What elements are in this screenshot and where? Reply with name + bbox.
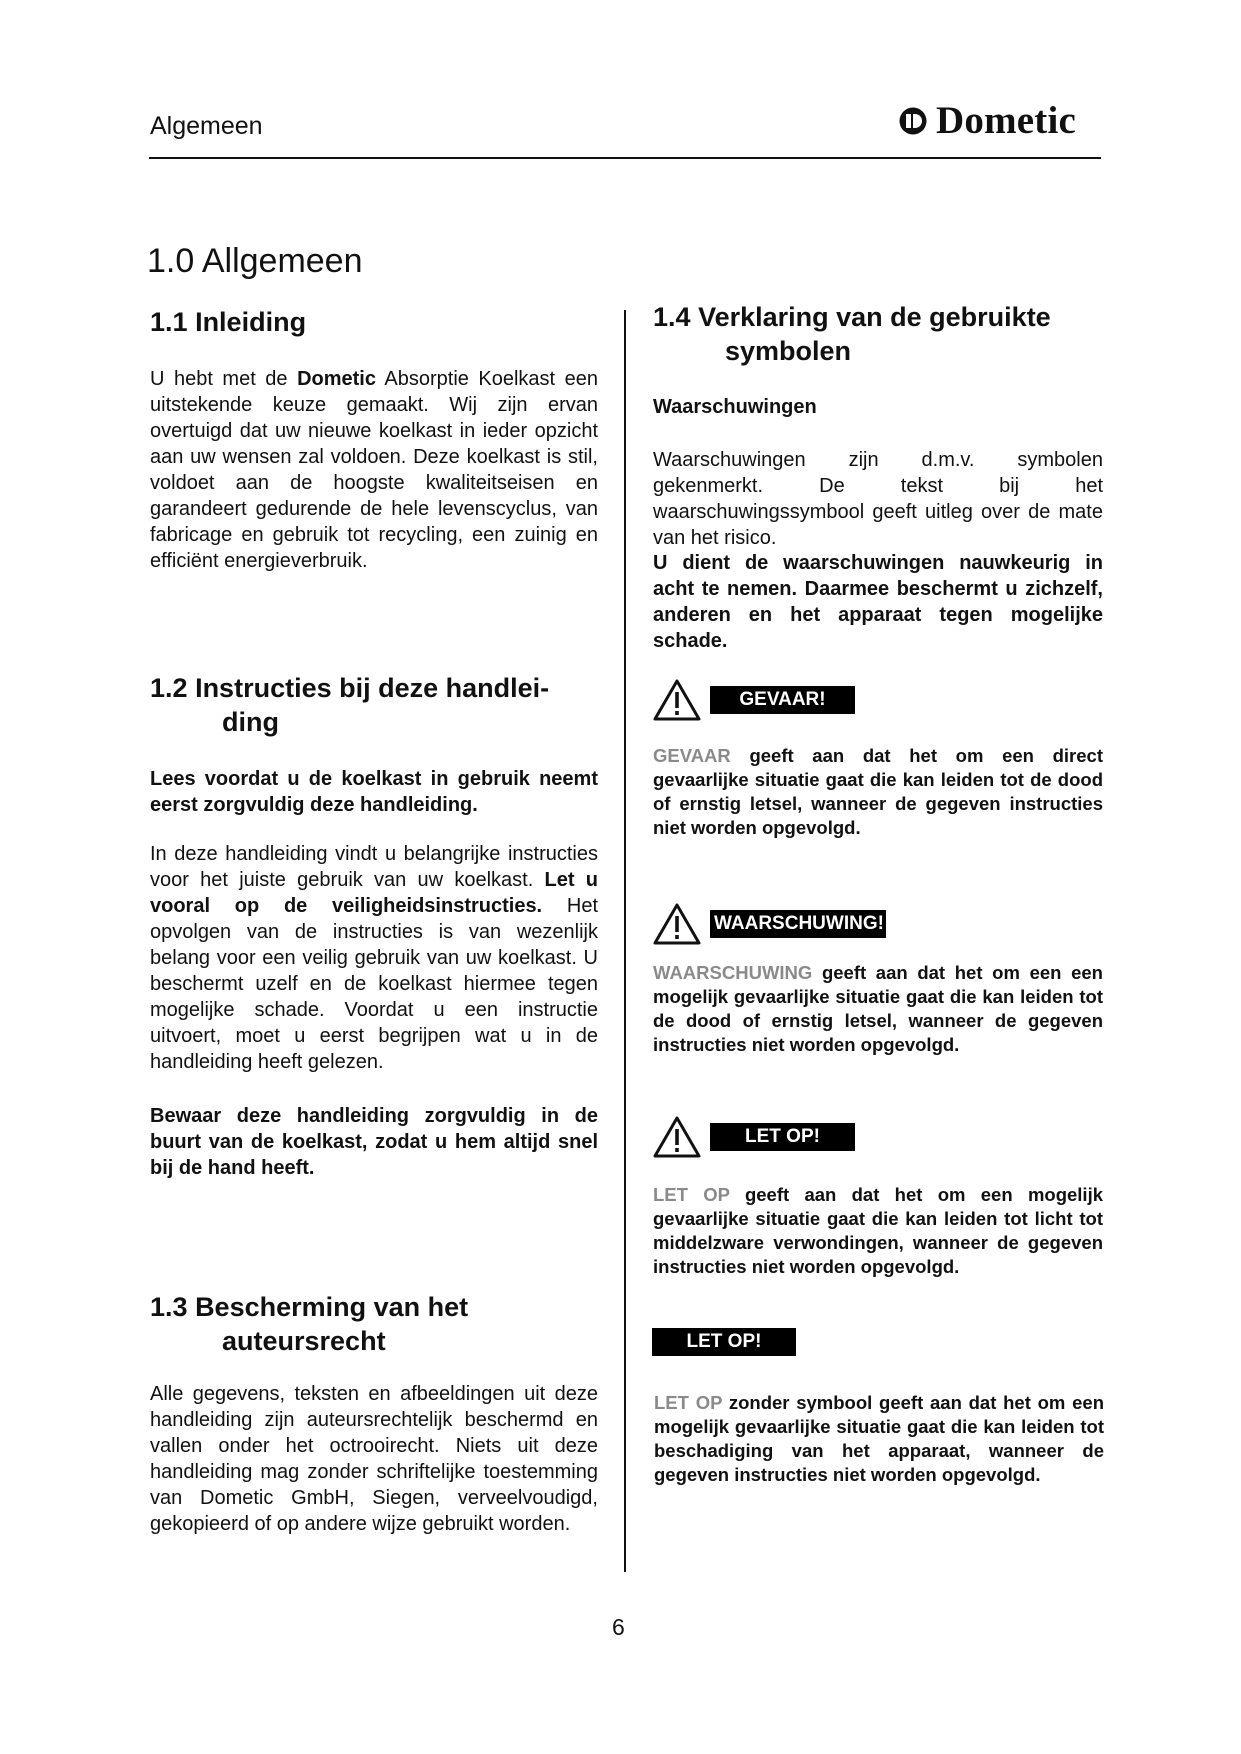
section-title-cont: auteursrecht — [222, 1326, 386, 1356]
brand-inline: Dometic — [297, 368, 376, 390]
section-title-cont: ding — [222, 707, 279, 737]
header-section-title: Algemeen — [150, 112, 263, 140]
text-run: geeft aan dat het om een mogelijk gevaarlijke situatie gaat die kan leiden tot licht tot middelzware verwondingen, wanneer de gegeven instructies niet worden opgevolgd. — [653, 1184, 1103, 1277]
brand-name: Dometic — [936, 99, 1076, 142]
section-1-1-paragraph — [150, 366, 598, 574]
section-title: Inleiding — [195, 307, 307, 337]
gevaar-label: GEVAAR! — [710, 686, 855, 714]
section-1-4-paragraph: Waarschuwingen zijn d.m.v. symbolen gekenmerkt. De tekst bij het waarschuwingssymbool geeft uitleg over de mate van het risico. — [653, 449, 1103, 549]
warning-triangle-icon — [652, 902, 702, 946]
letop-label: LET OP! — [710, 1123, 855, 1151]
section-title: Bescherming van het — [195, 1292, 469, 1322]
column-divider — [624, 310, 626, 1572]
section-title: Verklaring van de gebruikte — [698, 302, 1051, 332]
keyword: GEVAAR — [653, 745, 731, 766]
section-1-2-paragraph — [150, 841, 598, 1075]
section-number: 1.1 — [150, 307, 188, 337]
letop-text — [653, 1183, 1103, 1279]
section-1-2-note: Bewaar deze handleiding zorgvuldig in de buurt van de koelkast, zodat u hem altijd snel bij de hand heeft. — [150, 1105, 598, 1179]
text-run: zonder symbool geeft aan dat het om een mogelijk gevaarlijke situatie gaat die kan leiden tot beschadiging van het apparaat, wanneer de gegeven instructies niet worden opgevolgd. — [654, 1392, 1104, 1485]
letop-nosymbol-text — [654, 1391, 1104, 1487]
page-title: 1.0 Allgemeen — [147, 242, 363, 280]
text-run: geeft aan dat het om een een mogelijk gevaarlijke situatie gaat die kan leiden tot de dood of ernstig letsel, wanneer de gegeven instructies niet worden opgevolgd. — [653, 962, 1103, 1055]
section-title: Instructies bij deze handlei- — [195, 673, 550, 703]
gevaar-sign — [652, 678, 855, 722]
text-run: In deze handleiding vindt u belangrijke instructies voor het juiste gebruik van uw koelkast. — [150, 843, 598, 891]
warning-triangle-icon — [652, 1115, 702, 1159]
letop-nosymbol-sign — [652, 1328, 796, 1356]
bold-run: Let u vooral op de veiligheidsinstructies. — [150, 869, 598, 917]
keyword: WAARSCHUWING — [653, 962, 813, 983]
section-1-2-intro: Lees voordat u de koelkast in gebruik neemt eerst zorgvuldig deze handleiding. — [150, 768, 598, 816]
letop-nosymbol-label: LET OP! — [652, 1328, 796, 1356]
section-1-1-heading — [150, 305, 598, 339]
dometic-logo-icon — [898, 106, 928, 136]
warning-triangle-icon — [652, 678, 702, 722]
subheading-waarschuwingen: Waarschuwingen — [653, 396, 817, 418]
waarschuwing-label: WAARSCHUWING! — [710, 910, 886, 938]
waarschuwing-text — [653, 961, 1103, 1057]
gevaar-text — [653, 744, 1103, 840]
section-1-4-heading — [653, 300, 1103, 368]
section-title-cont: symbolen — [725, 336, 852, 366]
keyword: LET OP — [653, 1184, 730, 1205]
page-number: 6 — [612, 1614, 625, 1640]
header-divider — [149, 157, 1101, 159]
brand-logo — [898, 98, 1076, 143]
section-number: 1.2 — [150, 673, 188, 703]
text-run: U hebt met de — [150, 368, 298, 390]
section-1-3-heading — [150, 1290, 598, 1358]
keyword: LET OP — [654, 1392, 723, 1413]
text-run: geeft aan dat het om een direct gevaarlijke situatie gaat die kan leiden tot de dood of ernstig letsel, wanneer de gegeven instructies niet worden opgevolgd. — [653, 745, 1103, 838]
text-run: Het opvolgen van de instructies is van wezenlijk belang voor een veilig gebruik van uw koelkast. U beschermt uzelf en de koelkast hiermee tegen mogelijke schade. Voordat u een instructie uitvoert, moet u eerst begrijpen wat u in de handleiding heeft gelezen. — [150, 895, 598, 1073]
section-number: 1.4 — [653, 302, 691, 332]
text-run: Absorptie Koelkast een uitstekende keuze gemaakt. Wij zijn ervan overtuigd dat uw nieuwe koelkast in ieder opzicht aan uw wensen zal voldoen. Deze koelkast is stil, voldoet aan de hoogste kwaliteitseisen en garandeert gedurende de hele levenscyclus, van fabricage en gebruik tot recycling, een zuinig en efficiënt energieverbruik. — [150, 368, 599, 572]
section-number: 1.3 — [150, 1292, 188, 1322]
waarschuwing-sign — [652, 902, 886, 946]
letop-sign — [652, 1115, 855, 1159]
section-1-3-paragraph: Alle gegevens, teksten en afbeeldingen uit deze handleiding zijn auteursrechtelijk beschermd en vallen onder het octrooirecht. Niets uit deze handleiding mag zonder schriftelijke toestemming van Dometic GmbH, Siegen, verveelvoudigd, gekopieerd of op andere wijze gebruikt worden. — [150, 1383, 598, 1535]
section-1-2-heading — [150, 671, 598, 739]
section-1-4-note: U dient de waarschuwingen nauwkeurig in acht te nemen. Daarmee beschermt u zichzelf, anderen en het apparaat tegen mogelijke schade. — [653, 552, 1103, 652]
